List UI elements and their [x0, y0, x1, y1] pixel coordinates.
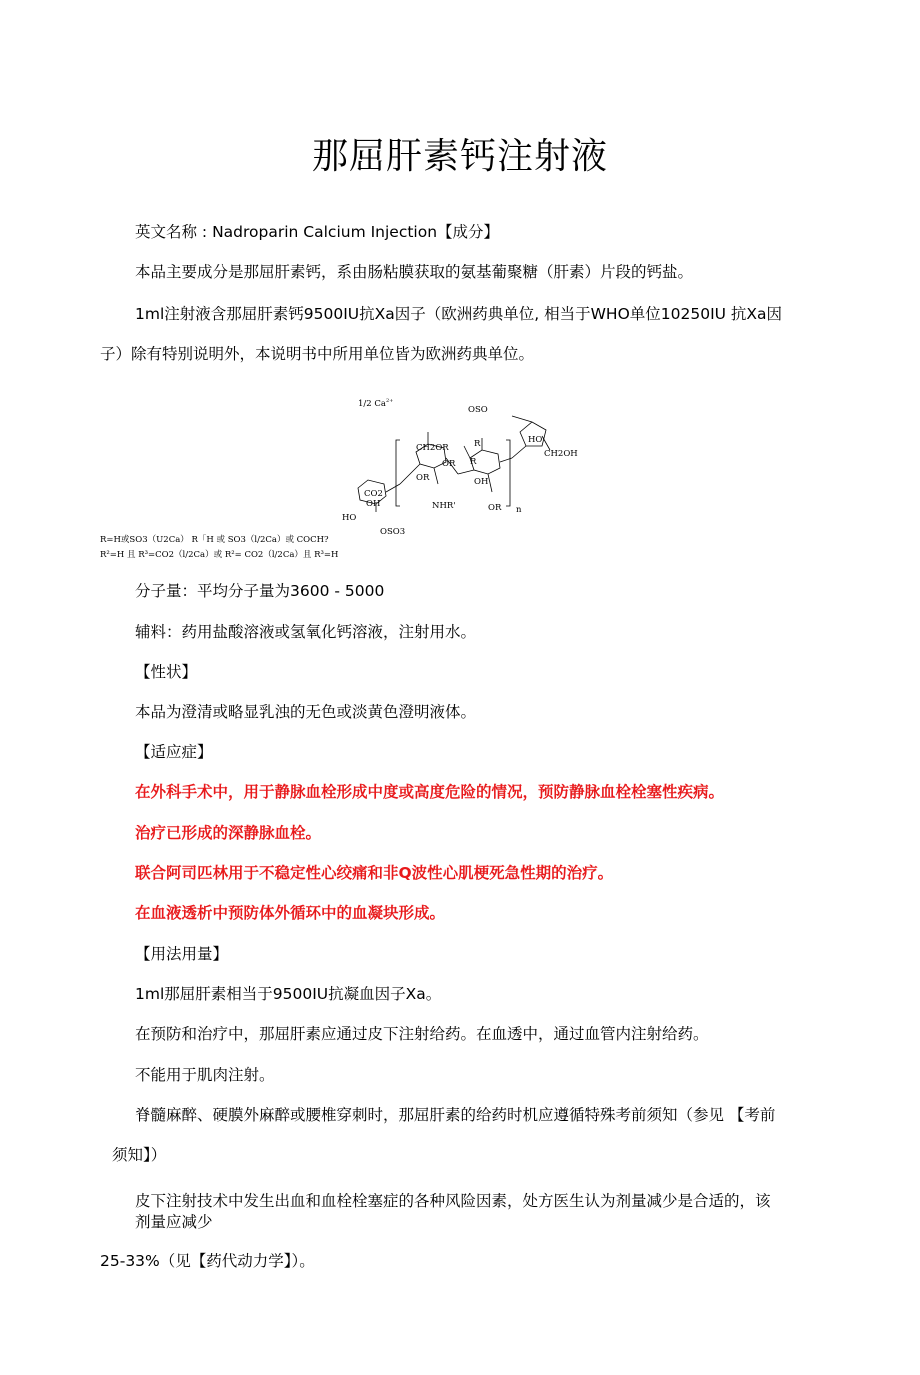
indication-item: 在外科手术中，用于静脉血栓形成中度或高度危险的情况，预防静脉血栓栓塞性疾病。 [135, 783, 725, 801]
oso3-top-label: OSO [468, 405, 488, 415]
dosage-paragraph-5c: 25-33%（见【药代动力学】）。 [100, 1252, 315, 1270]
dosage-paragraph-4b: 须知】） [112, 1146, 167, 1164]
oso3-bottom-label: OSO3 [380, 527, 406, 537]
dosage-heading: 【用法用量】 [135, 945, 229, 963]
indication-item: 治疗已形成的深静脉血栓。 [135, 824, 322, 842]
ch2oh-label: CH2OH [544, 449, 578, 459]
properties-heading: 【性状】 [135, 663, 198, 681]
dosage-paragraph-5b: 剂量应减少 [135, 1213, 213, 1231]
dosage-paragraph-2: 在预防和治疗中，那屈肝素应通过皮下注射给药。在血透中，通过血管内注射给药。 [135, 1025, 709, 1043]
indication-item: 联合阿司匹林用于不稳定性心绞痛和非Q波性心肌梗死急性期的治疗。 [135, 864, 614, 882]
or-left-label: OR [416, 473, 430, 483]
r3-label: R [470, 457, 477, 467]
or-bottom-label: OR [488, 503, 502, 513]
document-title: 那屈肝素钙注射液 [311, 136, 608, 177]
indications-heading: 【适应症】 [135, 743, 213, 761]
properties-text: 本品为澄清或略显乳浊的无色或淡黄色澄明液体。 [135, 703, 477, 721]
co2-label: CO2 [364, 489, 383, 499]
chemical-structure-diagram [340, 388, 590, 537]
excipients: 辅料：药用盐酸溶液或氢氧化钙溶液，注射用水。 [135, 623, 477, 641]
composition-line-2a: 1ml注射液含那屈肝素钙9500IU抗Xa因子（欧洲药典单位, 相当于WHO单位10250IU 抗Xa因 [135, 305, 783, 323]
oh-left-label: OH [366, 499, 381, 509]
n-subscript-label: n [516, 505, 522, 515]
ch2or-label: CH2OR [416, 443, 449, 453]
dosage-paragraph-1: 1ml那屈肝素相当于9500IU抗凝血因子Xa。 [135, 985, 442, 1003]
r2-label: R [474, 439, 481, 449]
right-bracket [506, 440, 510, 506]
dosage-paragraph-5a: 皮下注射技术中发生出血和血栓栓塞症的各种风险因素，处方医生认为剂量减少是合适的，该 [135, 1192, 771, 1210]
ho-left-label: HO [342, 513, 357, 523]
ca-label: 1/2 $Ca^{2+}$ [358, 398, 394, 409]
structure-legend-line-2: R²=H 且 R³=CO2（l/2Ca）或 R²= CO2（l/2Ca）且 R³=H [100, 550, 339, 560]
dosage-paragraph-3: 不能用于肌肉注射。 [135, 1066, 275, 1084]
dosage-paragraph-4a: 脊髓麻醉、硬膜外麻醉或腰椎穿刺时，那屈肝素的给药时机应遵循特殊考前须知（参见 【考前 [135, 1106, 776, 1124]
nhr-label: NHR' [432, 501, 456, 511]
composition-line-1: 本品主要成分是那屈肝素钙，系由肠粘膜获取的氨基葡聚糖（肝素）片段的钙盐。 [135, 263, 694, 281]
molecular-weight: 分子量：平均分子量为3600 - 5000 [135, 582, 385, 600]
or-mid-label: OR [442, 459, 456, 469]
oh-label: OH [474, 477, 489, 487]
structure-svg [340, 388, 590, 537]
ho-right-label: HO [528, 435, 543, 445]
indication-item: 在血液透析中预防体外循环中的血凝块形成。 [135, 904, 446, 922]
structure-legend-line-1: R=H或SO3（U2Ca） R「H 或 SO3（l/2Ca）或 COCH? [100, 535, 329, 545]
english-name: 英文名称 : Nadroparin Calcium Injection【成分】 [135, 223, 500, 241]
composition-line-2b: 子）除有特别说明外，本说明书中所用单位皆为欧洲药典单位。 [100, 345, 535, 363]
left-bracket [396, 440, 400, 506]
